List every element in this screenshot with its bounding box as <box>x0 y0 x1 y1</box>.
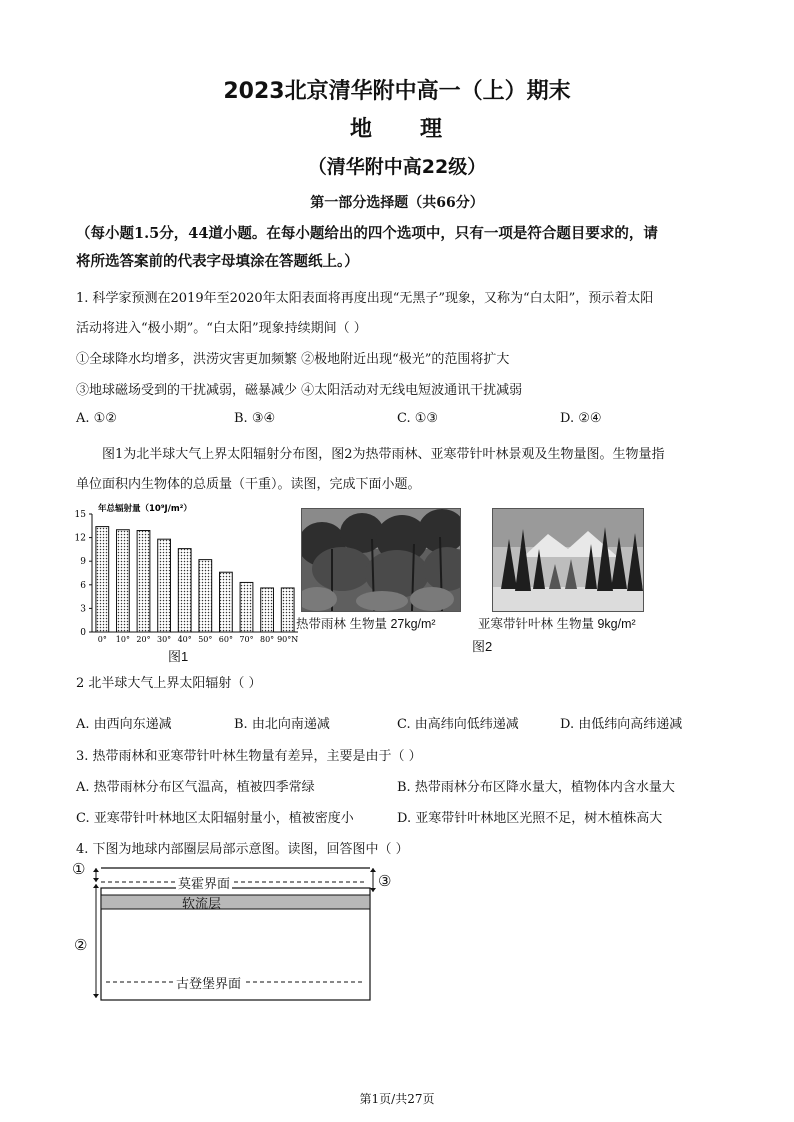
passage-line1: 图1为北半球大气上界太阳辐射分布图，图2为热带雨林、亚寒带针叶林景观及生物量图。生物量指 <box>102 447 665 462</box>
x-tick-label: 20° <box>136 635 151 644</box>
instructions <box>76 220 726 276</box>
solar-radiation-bar-chart <box>60 500 300 662</box>
marker-1: ① <box>72 860 86 878</box>
q1-stem-line2: 活动将进入“极小期”。“白太阳”现象持续期间（ ） <box>76 321 367 336</box>
q3-option-c[interactable]: C. 亚寒带针叶林地区太阳辐射量小，植被密度小 <box>76 811 354 826</box>
gutenberg-label: 古登堡界面 <box>174 973 243 992</box>
q2-option-c[interactable]: C. 由高纬向低纬递减 <box>397 717 519 732</box>
marker-3: ③ <box>378 872 392 890</box>
subject-char-2: 理 <box>420 117 445 142</box>
q4-stem: 4. 下图为地球内部圈层局部示意图。读图，回答图中（ ） <box>76 842 409 857</box>
x-tick-label: 50° <box>198 635 213 644</box>
rainforest-photo <box>301 508 461 612</box>
q2-option-d[interactable]: D. 由低纬向高纬递减 <box>560 717 683 732</box>
bar <box>240 582 253 632</box>
x-tick-label: 0° <box>97 635 107 644</box>
bar <box>281 588 294 632</box>
taiga-caption: 亚寒带针叶林 生物量 9kg/m² <box>478 617 636 631</box>
q3-option-a[interactable]: A. 热带雨林分布区气温高，植被四季常绿 <box>76 780 315 795</box>
x-tick-label: 90°N <box>277 635 299 644</box>
x-tick-label: 60° <box>218 635 233 644</box>
rainforest-image <box>302 509 460 611</box>
q1-statements-line2: ③地球磁场受到的干扰减弱，磁暴减少 ④太阳活动对无线电短波通讯干扰减弱 <box>76 383 523 398</box>
page-footer: 第1页/共27页 <box>359 1092 435 1106</box>
q1-option-d[interactable]: D. ②④ <box>560 411 602 426</box>
q2-stem: 2 北半球大气上界太阳辐射（ ） <box>76 676 262 691</box>
part-heading: 第一部分选择题（共66分） <box>310 195 484 211</box>
bar <box>137 531 150 632</box>
bar <box>117 530 130 632</box>
q1-option-b[interactable]: B. ③④ <box>234 411 276 426</box>
marker-2: ② <box>74 936 88 954</box>
bar <box>261 588 274 632</box>
y-tick-label: 6 <box>80 580 86 591</box>
bar <box>199 560 212 632</box>
y-tick-label: 15 <box>74 510 86 520</box>
taiga-image <box>493 509 643 611</box>
q1-statements-line1: ①全球降水均增多，洪涝灾害更加频繁 ②极地附近出现“极光”的范围将扩大 <box>76 352 510 367</box>
passage-line2: 单位面积内生物体的总质量（干重）。读图，完成下面小题。 <box>76 477 421 492</box>
x-tick-label: 30° <box>157 635 172 644</box>
exam-title: 2023北京清华附中高一（上）期末 <box>223 79 571 104</box>
y-tick-label: 12 <box>74 533 86 544</box>
bar <box>220 572 233 632</box>
instruction-line-1: （每小题1.5分，44道小题。在每小题给出的四个选项中，只有一项是符合题目要求的，请 <box>76 225 658 242</box>
grade-subtitle: （清华附中高22级） <box>307 156 487 178</box>
q3-stem: 3. 热带雨林和亚寒带针叶林生物量有差异，主要是由于（ ） <box>76 749 422 764</box>
bar <box>96 527 109 632</box>
bar <box>178 549 191 632</box>
x-tick-label: 40° <box>177 635 192 644</box>
fig1-caption: 图1 <box>168 649 189 664</box>
q3-option-b[interactable]: B. 热带雨林分布区降水量大，植物体内含水量大 <box>397 780 675 795</box>
chart-title: 年总辐射量（10⁹J/m²） <box>98 504 192 514</box>
y-tick-label: 3 <box>80 604 86 615</box>
x-tick-label: 80° <box>260 635 275 644</box>
q1-option-a[interactable]: A. ①② <box>76 411 117 426</box>
instruction-line-2: 将所选答案前的代表字母填涂在答题纸上。） <box>76 253 359 270</box>
y-tick-label: 0 <box>80 628 86 638</box>
x-tick-label: 70° <box>239 635 254 644</box>
q2-option-a[interactable]: A. 由西向东递减 <box>76 717 172 732</box>
taiga-photo <box>492 508 644 612</box>
x-tick-label: 10° <box>115 635 130 644</box>
moho-label: 莫霍界面 <box>176 873 232 892</box>
earth-layers-diagram <box>72 860 392 1002</box>
q2-option-b[interactable]: B. 由北向南递减 <box>234 717 330 732</box>
y-tick-label: 9 <box>80 557 86 568</box>
rainforest-caption: 热带雨林 生物量 27kg/m² <box>296 617 436 631</box>
bar <box>158 539 171 632</box>
asthenosphere-label: 软流层 <box>182 897 222 912</box>
subject-title <box>0 112 794 143</box>
q1-stem-line1: 1. 科学家预测在2019年至2020年太阳表面将再度出现“无黑子”现象，又称为“白太阳”，预示着太阳 <box>76 291 654 306</box>
fig2-caption: 图2 <box>472 639 493 654</box>
q3-option-d[interactable]: D. 亚寒带针叶林地区光照不足，树木植株高大 <box>397 811 663 826</box>
subject-char-1: 地 <box>349 117 374 142</box>
q1-option-c[interactable]: C. ①③ <box>397 411 439 426</box>
